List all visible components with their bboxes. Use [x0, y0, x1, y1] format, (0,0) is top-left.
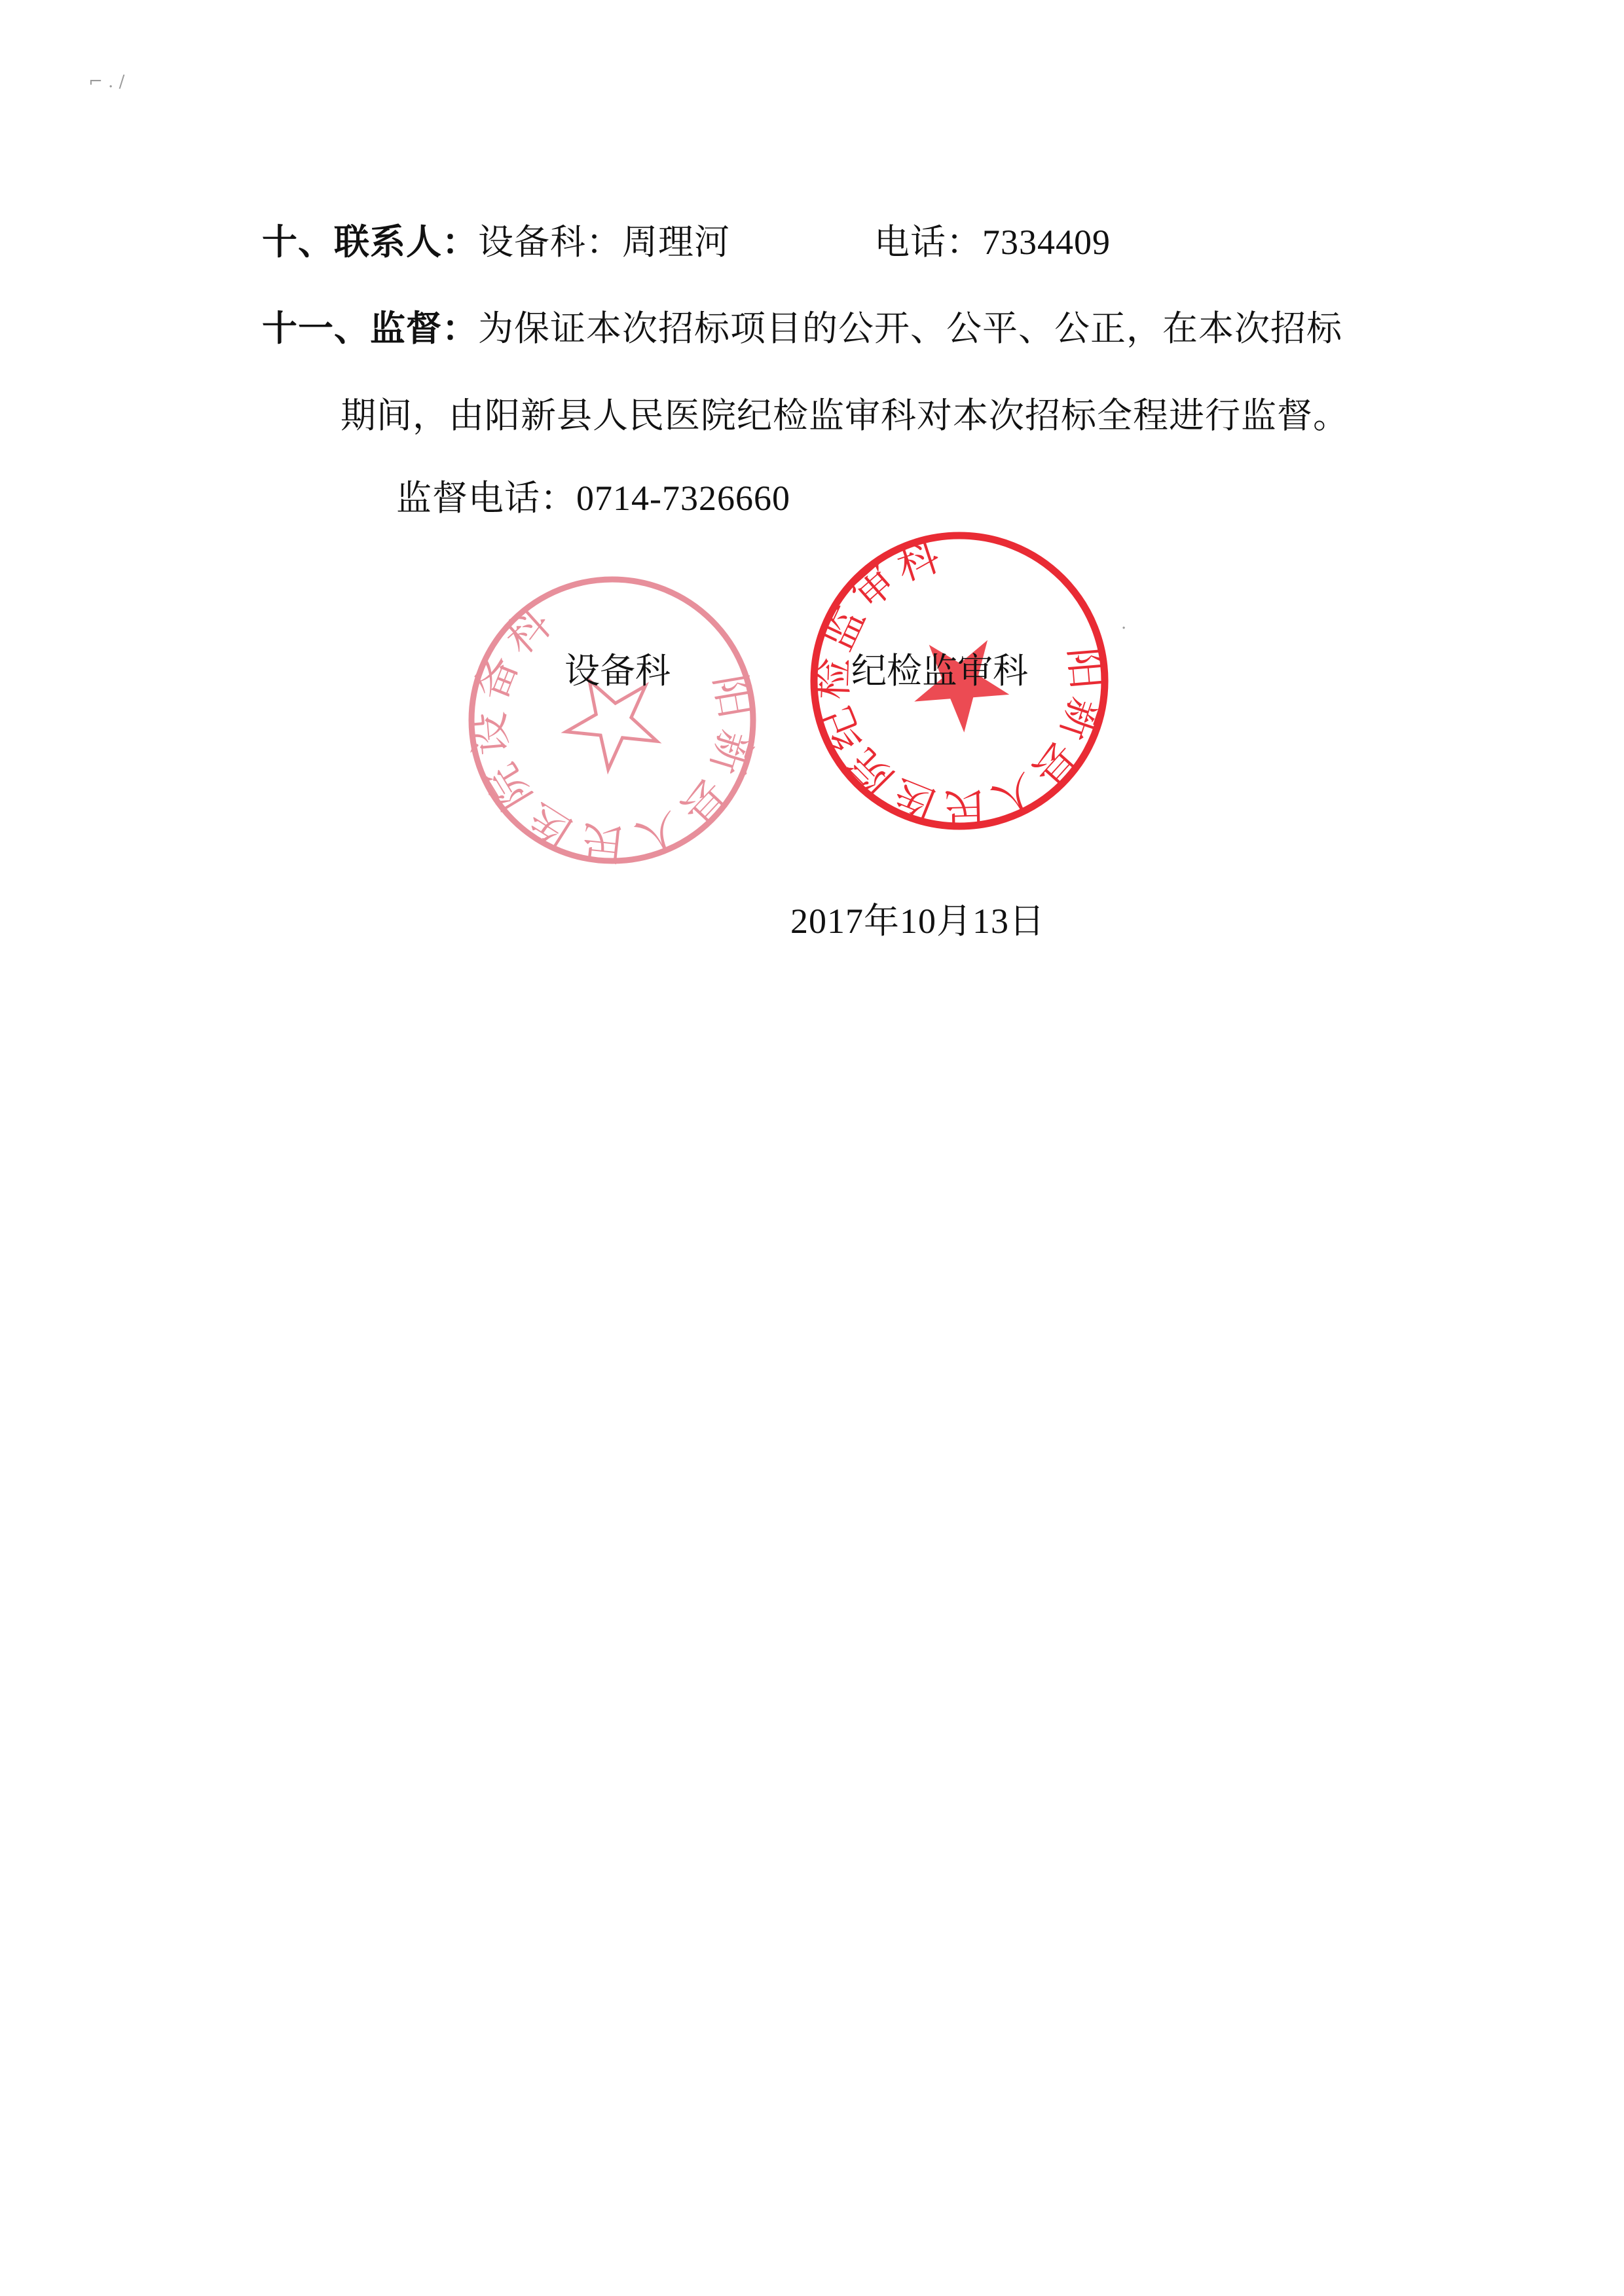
contact-person: 设备科：周理河: [478, 221, 730, 263]
supervision-line-1: [262, 306, 1342, 352]
contact-label: 十、联系人：: [262, 221, 478, 263]
supervision-phone: 0714-7326660: [576, 479, 790, 518]
svg-text:阳新县人民医院纪检监审科: 阳新县人民医院纪检监审科: [807, 530, 1112, 832]
supervision-text-2: 期间，由阳新县人民医院纪检监审科对本次招标全程进行监督。: [341, 395, 1349, 436]
supervision-phone-line: [396, 475, 790, 521]
supervision-text-1: 为保证本次招标项目的公开、公平、公正，在本次招标: [478, 308, 1342, 349]
scan-speck: ⌐ . /: [88, 72, 125, 92]
contact-phone-group: [874, 219, 1111, 265]
equipment-dept-seal: [462, 570, 763, 871]
scan-speck: ·: [1121, 619, 1127, 638]
supervision-line-2: [341, 393, 1349, 439]
supervision-phone-label: 监督电话：: [396, 477, 576, 519]
svg-text:阳新县人民医院设备科: 阳新县人民医院设备科: [462, 593, 763, 870]
contact-phone: 7334409: [982, 223, 1111, 262]
document-date: 2017年10月13日: [790, 902, 1045, 941]
contact-phone-label: 电话：: [874, 221, 982, 263]
signature-equipment-dept: 设备科: [564, 650, 671, 691]
signature-discipline-dept: 纪检监审科: [851, 650, 1028, 691]
supervision-label: 十一、监督：: [262, 308, 478, 349]
contact-line: [262, 219, 1111, 265]
